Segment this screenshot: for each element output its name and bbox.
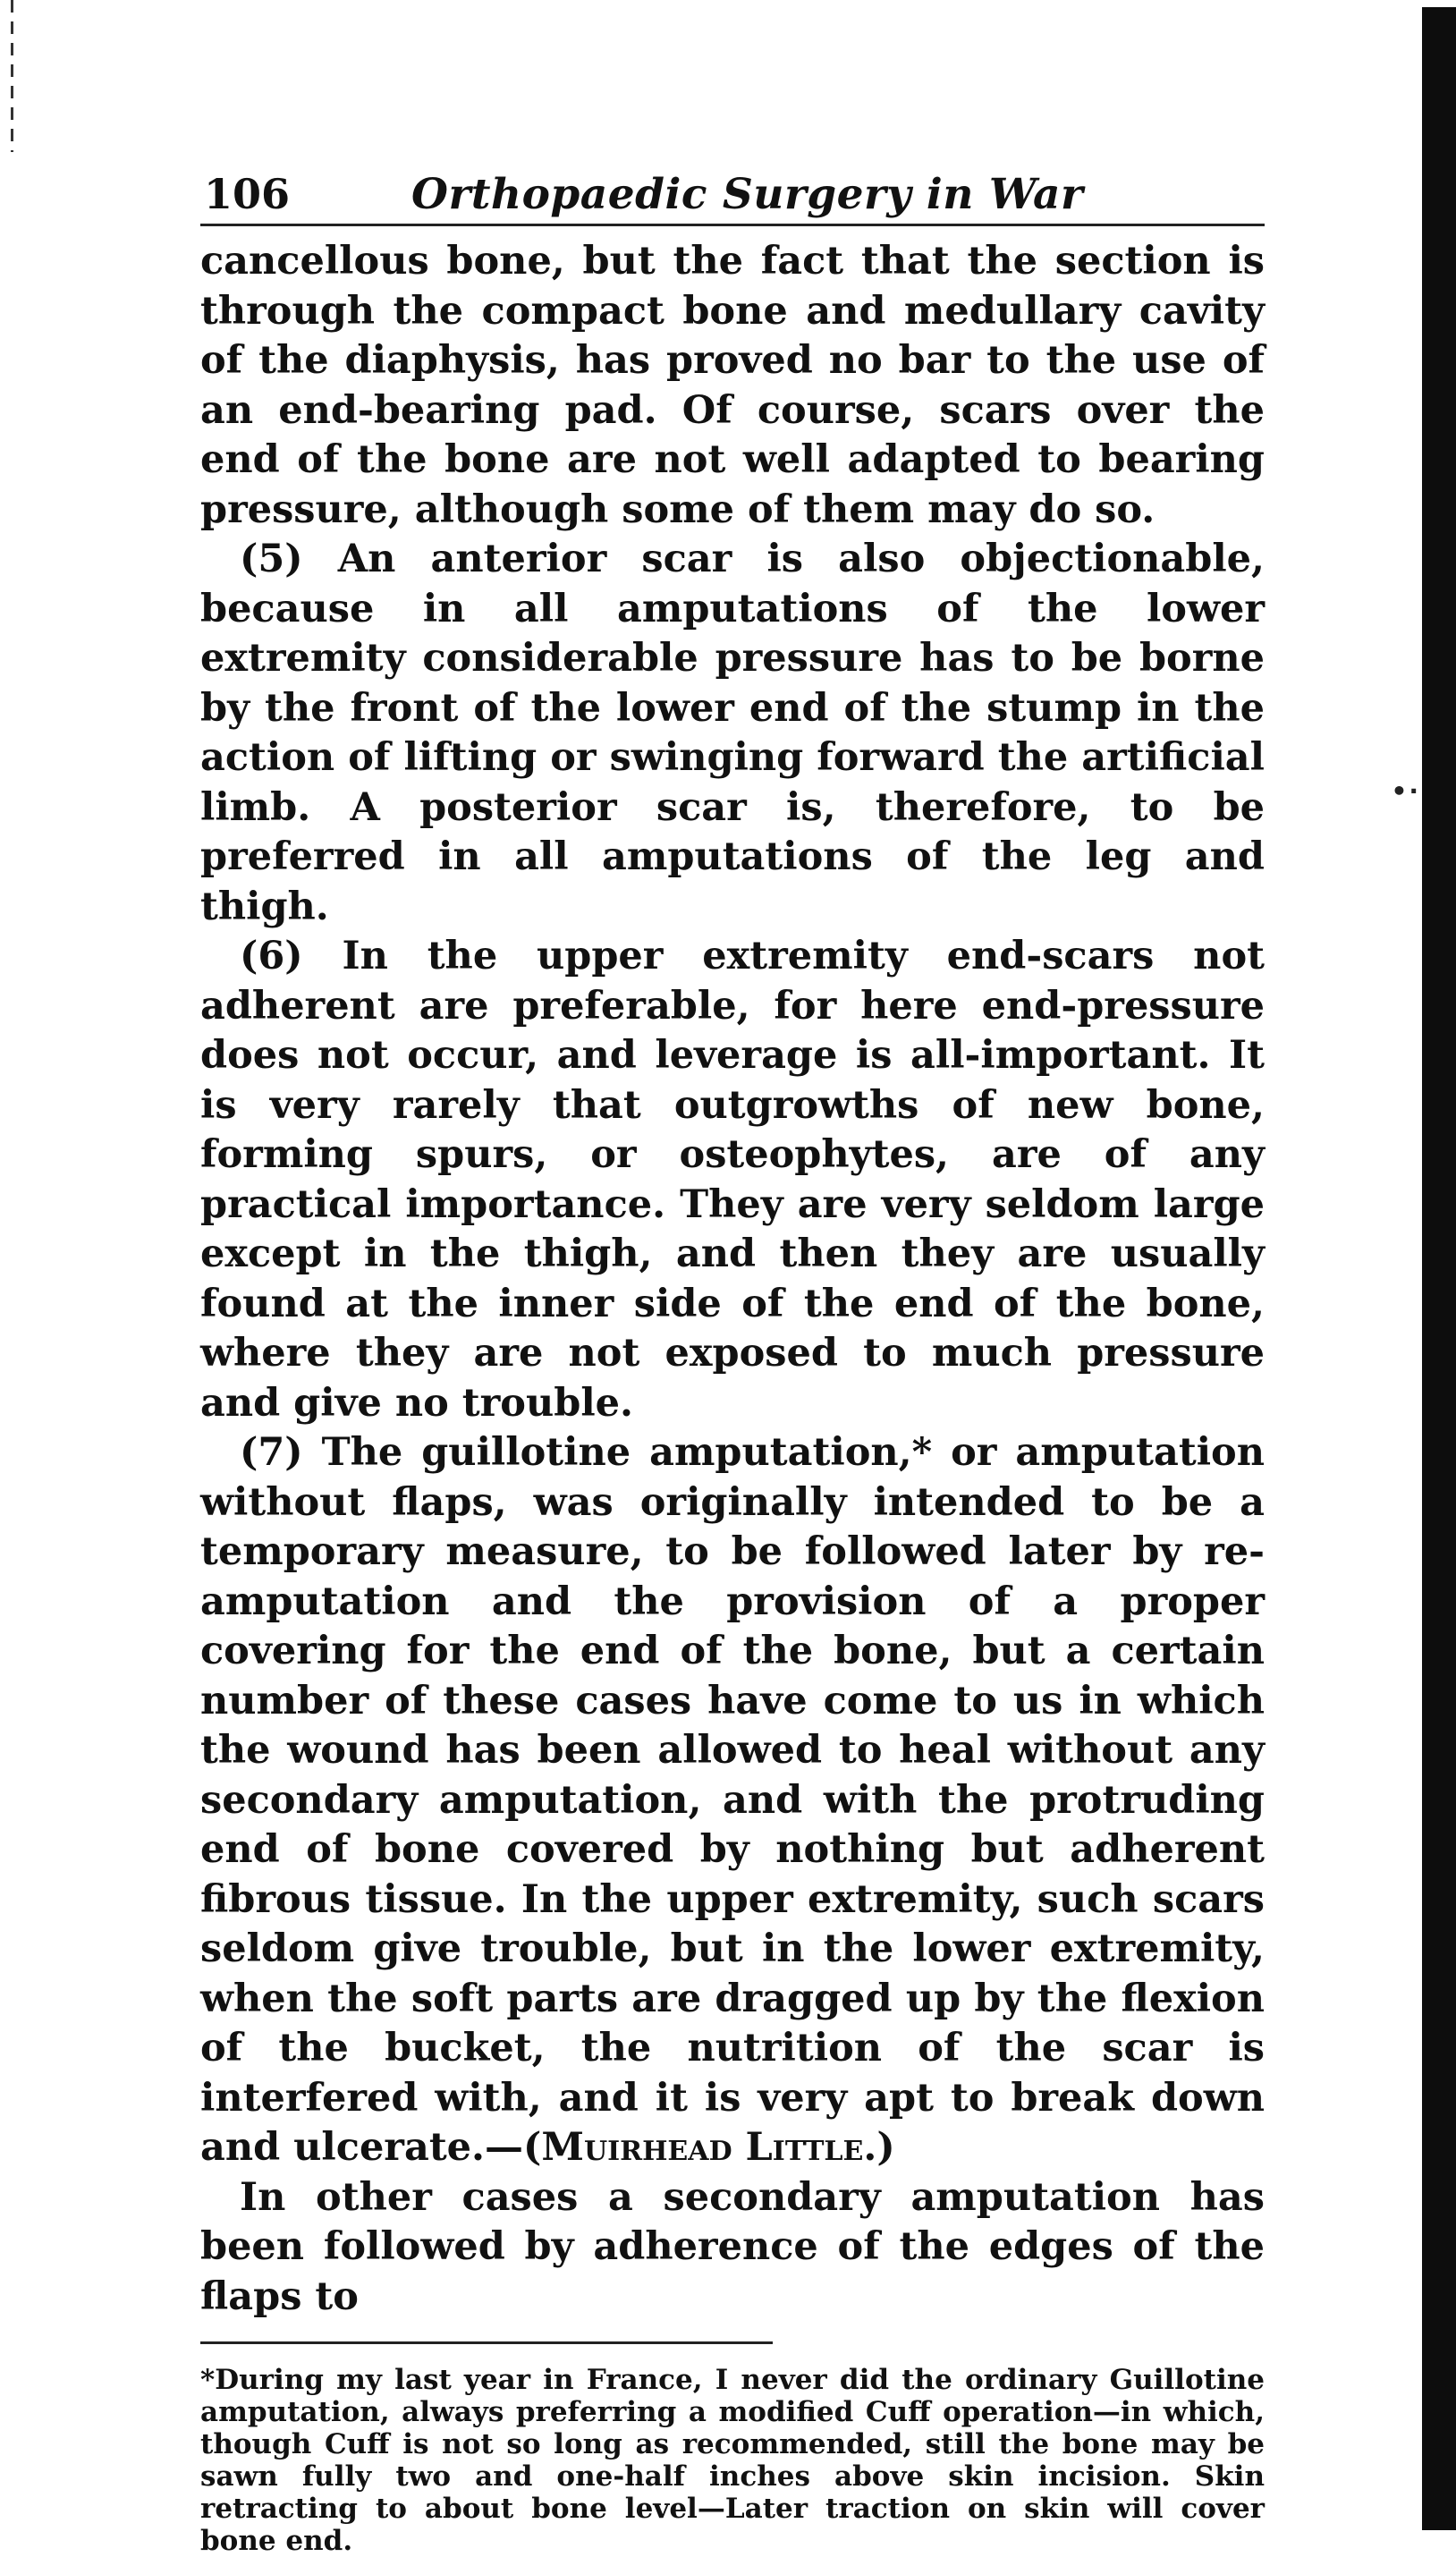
book-page [200, 152, 1265, 2557]
paragraph-upper-extremity: (6) In the upper extremity end-scars not adherent are preferable, for here end-pressure does not occur, and leverage is all-important. It is very rarely that outgrowths of new bone, forming spurs, or osteophytes, are of any practical importance. They are very seldom large except in the thigh, and then they are usually found at the inner side of the end of the bone, where they are not exposed to much pressure and give no trouble. [200, 934, 1265, 1426]
left-edge-mark [11, 0, 13, 152]
paragraph-anterior-scar: (5) An anterior scar is also objectionable, because in all amputations of the lower extremity considerable pressure has to be borne by the front of the lower end of the stump in the action of lifting or swinging forward the artificial limb. A posterior scar is, therefore, to be preferred in all amputations of the leg and thigh. [200, 537, 1265, 929]
running-title: Orthopaedic Surgery in War [411, 170, 1084, 219]
paragraph-secondary-amputation: In other cases a secondary amputation has been followed by adherence of the edges of the flaps to [200, 2174, 1265, 2319]
footnote: *During my last year in France, I never did the ordinary Guillotine amputation, always preferring a modified Cuff operation—in which, though Cuff is not so long as recommended, still the bone may be sawn fully two and one-half inches above skin incision. Skin retracting to about bone level—Later traction on skin will cover bone end. [200, 2364, 1265, 2557]
page-edge-bar [1422, 7, 1456, 2530]
paragraph-guillotine [200, 1428, 1265, 2173]
body-text [200, 237, 1265, 2322]
paragraph-continuation: cancellous bone, but the fact that the section is through the compact bone and medullary cavity of the diaphysis, has proved no bar to the use of an end-bearing pad. Of course, scars over the end of the bone are not well adapted to bearing pressure, although some of them may do so. [200, 239, 1265, 532]
paragraph-guillotine-text: (7) The guillotine amputation,* or amputation without flaps, was originally intended to be a temporary measure, to be followed later by re-amputation and the provision of a proper covering for the end of the bone, but a certain number of these cases have come to us in which the wound has been allowed to heal without any secondary amputation, and with the protruding end of bone covered by nothing but adherent fibrous tissue. In the upper extremity, such scars seldom give trouble, but in the lower extremity, when the soft parts are dragged up by the flexion of the bucket, the nutrition of the scar is interfered with, and it is very apt to break down and ulcerate.—( [200, 1430, 1265, 2170]
author-attribution: Muirhead Little. [541, 2125, 877, 2170]
running-head [200, 152, 1265, 226]
attribution-close: ) [876, 2125, 895, 2170]
edge-dots: •· [1391, 776, 1420, 806]
page-number: 106 [204, 170, 291, 218]
footnote-rule [200, 2341, 773, 2344]
